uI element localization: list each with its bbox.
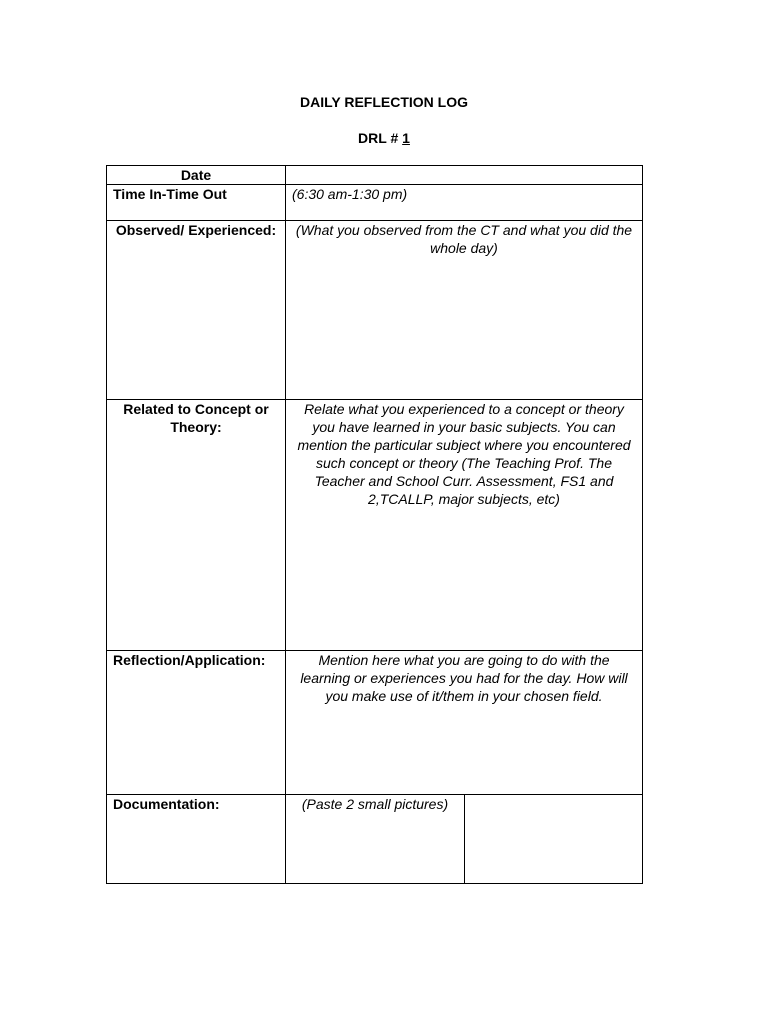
page-title: DAILY REFLECTION LOG — [299, 94, 468, 110]
time-label: Time In-Time Out — [107, 185, 286, 221]
table-row-documentation — [107, 795, 643, 884]
table-row-reflection — [107, 651, 643, 795]
concept-hint[interactable]: Relate what you experienced to a concept or theory you have learned in your basic subjects. You can mention the particular subject where you encountered such concept or theory (The Teaching Prof. The Teacher and School Curr. Assessment, FS1 and 2,TCALLP, major subjects, etc) — [286, 400, 643, 651]
date-value-cell[interactable] — [286, 166, 643, 185]
drl-label: DRL # — [358, 130, 403, 146]
table-row-date — [107, 166, 643, 185]
documentation-hint[interactable]: (Paste 2 small pictures) — [286, 795, 465, 884]
date-label: Date — [107, 166, 286, 185]
drl-number-line — [0, 129, 768, 147]
reflection-log-table — [106, 165, 643, 884]
table-row-concept — [107, 400, 643, 651]
drl-number: 1 — [402, 130, 410, 146]
reflection-label: Reflection/Application: — [107, 651, 286, 795]
table-row-observed — [107, 221, 643, 400]
documentation-picture-cell[interactable] — [465, 795, 643, 884]
observed-label: Observed/ Experienced: — [107, 221, 286, 400]
observed-hint[interactable]: (What you observed from the CT and what you did the whole day) — [286, 221, 643, 400]
reflection-hint[interactable]: Mention here what you are going to do with the learning or experiences you had for the day. How will you make use of it/them in your chosen field. — [286, 651, 643, 795]
concept-label: Related to Concept or Theory: — [107, 400, 286, 651]
time-hint[interactable]: (6:30 am-1:30 pm) — [286, 185, 643, 221]
documentation-label: Documentation: — [107, 795, 286, 884]
table-row-time — [107, 185, 643, 221]
